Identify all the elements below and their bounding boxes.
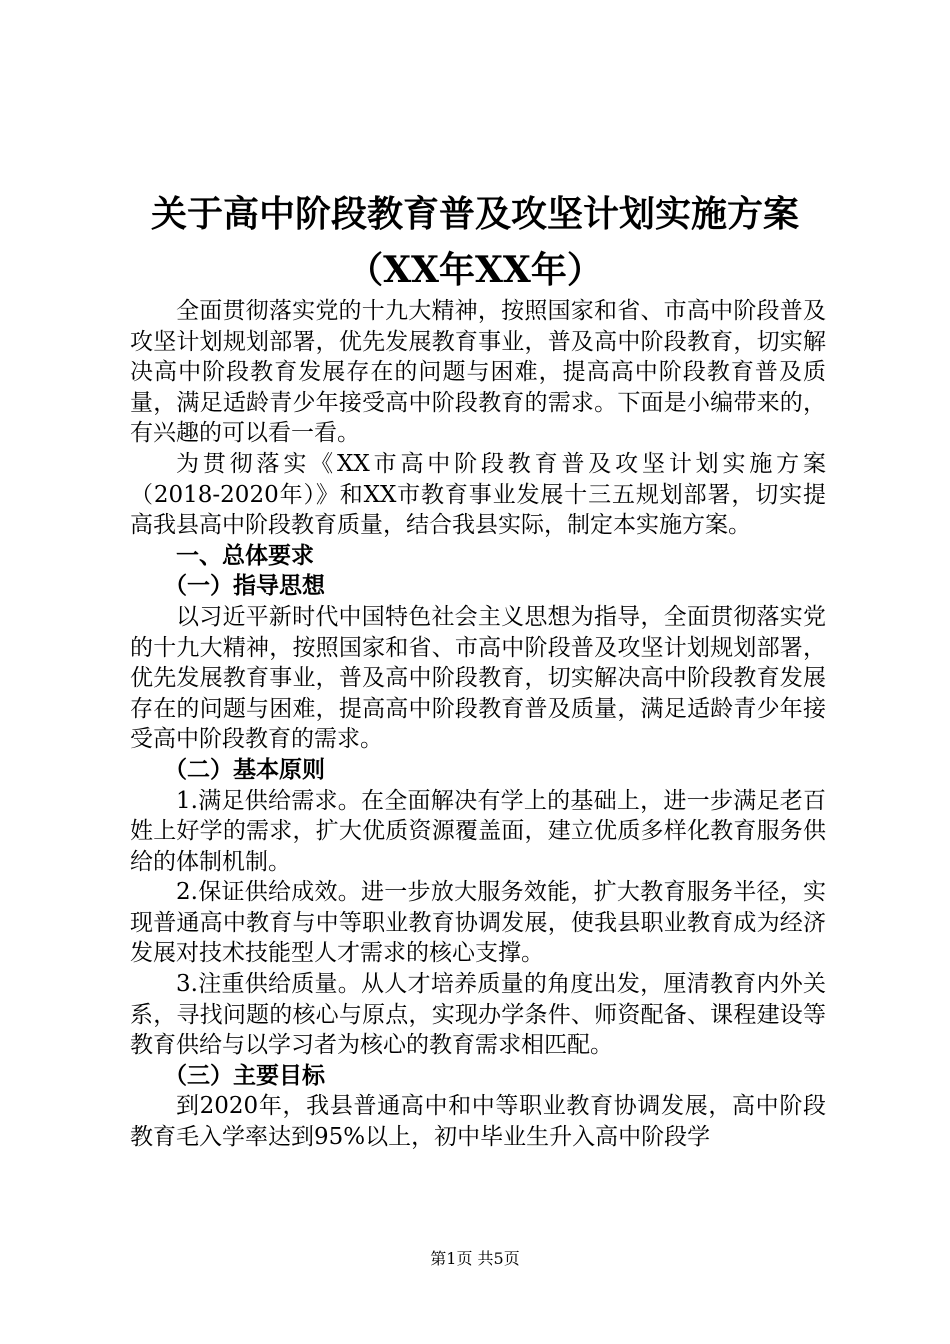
- guiding-ideology-paragraph: 以习近平新时代中国特色社会主义思想为指导，全面贯彻落实党的十九大精神，按照国家和省、市高中阶段普及攻坚计划规划部署，优先发展教育事业，普及高中阶段教育，切实解决高中阶段教育发展存在的问题与困难，提高高中阶段教育普及质量，满足适龄青少年接受高中阶段教育的需求。: [130, 603, 826, 753]
- main-goals-paragraph: 到2020年，我县普通高中和中等职业教育协调发展，高中阶段教育毛入学率达到95%以上，初中毕业生升入高中阶段学: [130, 1093, 826, 1151]
- principle-item-2: 2.保证供给成效。进一步放大服务效能，扩大教育服务半径，实现普通高中教育与中等职业教育协调发展，使我县职业教育成为经济发展对技术技能型人才需求的核心支撑。: [130, 879, 826, 967]
- principle-item-3: 3.注重供给质量。从人才培养质量的角度出发，厘清教育内外关系，寻找问题的核心与原点，实现办学条件、师资配备、课程建设等教育供给与以学习者为核心的教育需求相匹配。: [130, 971, 826, 1059]
- purpose-paragraph: 为贯彻落实《XX市高中阶段教育普及攻坚计划实施方案（2018-2020年）》和XX市教育事业发展十三五规划部署，切实提高我县高中阶段教育质量，结合我县实际，制定本实施方案。: [130, 450, 826, 539]
- subsection-heading-basic-principles: （二）基本原则: [164, 756, 325, 783]
- page-number-footer: 第1页 共5页: [430, 1249, 520, 1268]
- principle-item-1: 1.满足供给需求。在全面解决有学上的基础上，进一步满足老百姓上好学的需求，扩大优质资源覆盖面，建立优质多样化教育服务供给的体制机制。: [130, 787, 826, 875]
- subsection-heading-main-goals: （三）主要目标: [164, 1062, 325, 1089]
- subsection-heading-guiding-ideology: （一）指导思想: [164, 573, 325, 600]
- document-body: [130, 296, 826, 1153]
- intro-paragraph: 全面贯彻落实党的十九大精神，按照国家和省、市高中阶段普及攻坚计划规划部署，优先发展教育事业，普及高中阶段教育，切实解决高中阶段教育发展存在的问题与困难，提高高中阶段教育普及质量，满足适龄青少年接受高中阶段教育的需求。下面是小编带来的，有兴趣的可以看一看。: [130, 298, 826, 447]
- section-heading-general-requirements: 一、总体要求: [176, 542, 314, 569]
- document-title: 关于高中阶段教育普及攻坚计划实施方案（XX年XX年）: [150, 193, 799, 291]
